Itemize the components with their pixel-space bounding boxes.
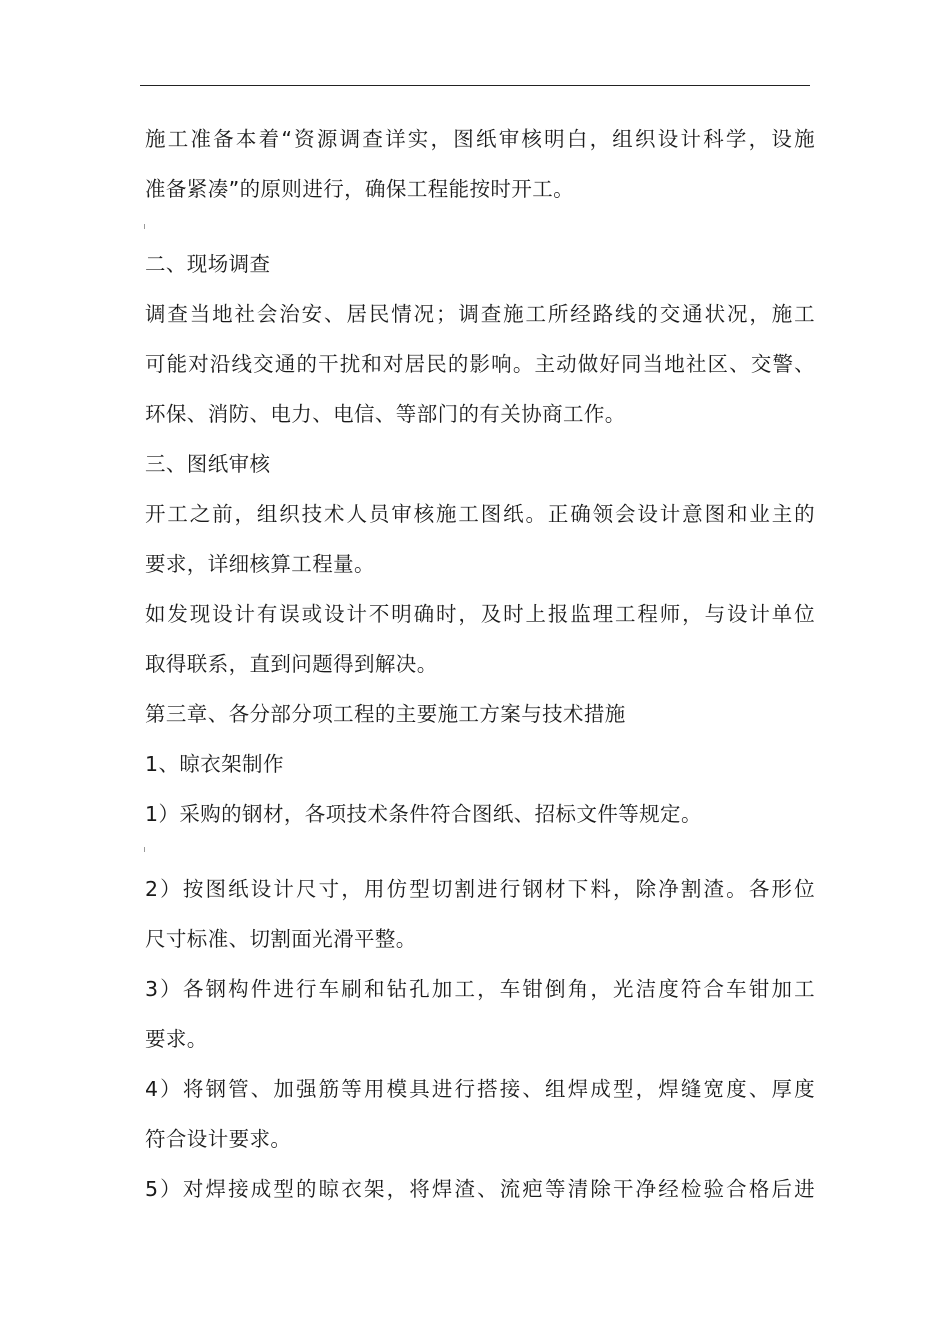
stray-mark	[144, 847, 148, 852]
list-item-continuation: 尺寸标准、切割面光滑平整。	[145, 927, 417, 951]
paragraph-line: 准备紧凑”的原则进行，确保工程能按时开工。	[145, 177, 575, 201]
subsection-heading: 1、晾衣架制作	[145, 752, 284, 776]
paragraph-line: 如发现设计有误或设计不明确时，及时上报监理工程师，与设计单位	[145, 602, 815, 626]
paragraph-line: 要求，详细核算工程量。	[145, 552, 375, 576]
paragraph-line: 开工之前，组织技术人员审核施工图纸。正确领会设计意图和业主的	[145, 502, 815, 526]
paragraph-line: 施工准备本着“资源调查详实，图纸审核明白，组织设计科学，设施	[145, 127, 815, 151]
paragraph-line: 取得联系，直到问题得到解决。	[145, 652, 438, 676]
list-item-continuation: 要求。	[145, 1027, 208, 1051]
list-item: 5）对焊接成型的晾衣架，将焊渣、流疤等清除干净经检验合格后进	[145, 1177, 815, 1201]
list-item: 2）按图纸设计尺寸，用仿型切割进行钢材下料，除净割渣。各形位	[145, 877, 815, 901]
header-rule	[140, 85, 810, 86]
list-item-continuation: 符合设计要求。	[145, 1127, 292, 1151]
stray-mark	[144, 224, 148, 229]
paragraph-line: 可能对沿线交通的干扰和对居民的影响。主动做好同当地社区、交警、	[145, 352, 815, 376]
paragraph-line: 环保、消防、电力、电信、等部门的有关协商工作。	[145, 402, 626, 426]
section-heading: 二、现场调查	[145, 252, 271, 276]
list-item: 1）采购的钢材，各项技术条件符合图纸、招标文件等规定。	[145, 802, 702, 826]
list-item: 3）各钢构件进行车刷和钻孔加工，车钳倒角，光洁度符合车钳加工	[145, 977, 815, 1001]
list-item: 4）将钢管、加强筋等用模具进行搭接、组焊成型，焊缝宽度、厚度	[145, 1077, 815, 1101]
section-heading: 三、图纸审核	[145, 452, 271, 476]
chapter-heading: 第三章、各分部分项工程的主要施工方案与技术措施	[145, 702, 626, 726]
paragraph-line: 调查当地社会治安、居民情况；调查施工所经路线的交通状况，施工	[145, 302, 815, 326]
